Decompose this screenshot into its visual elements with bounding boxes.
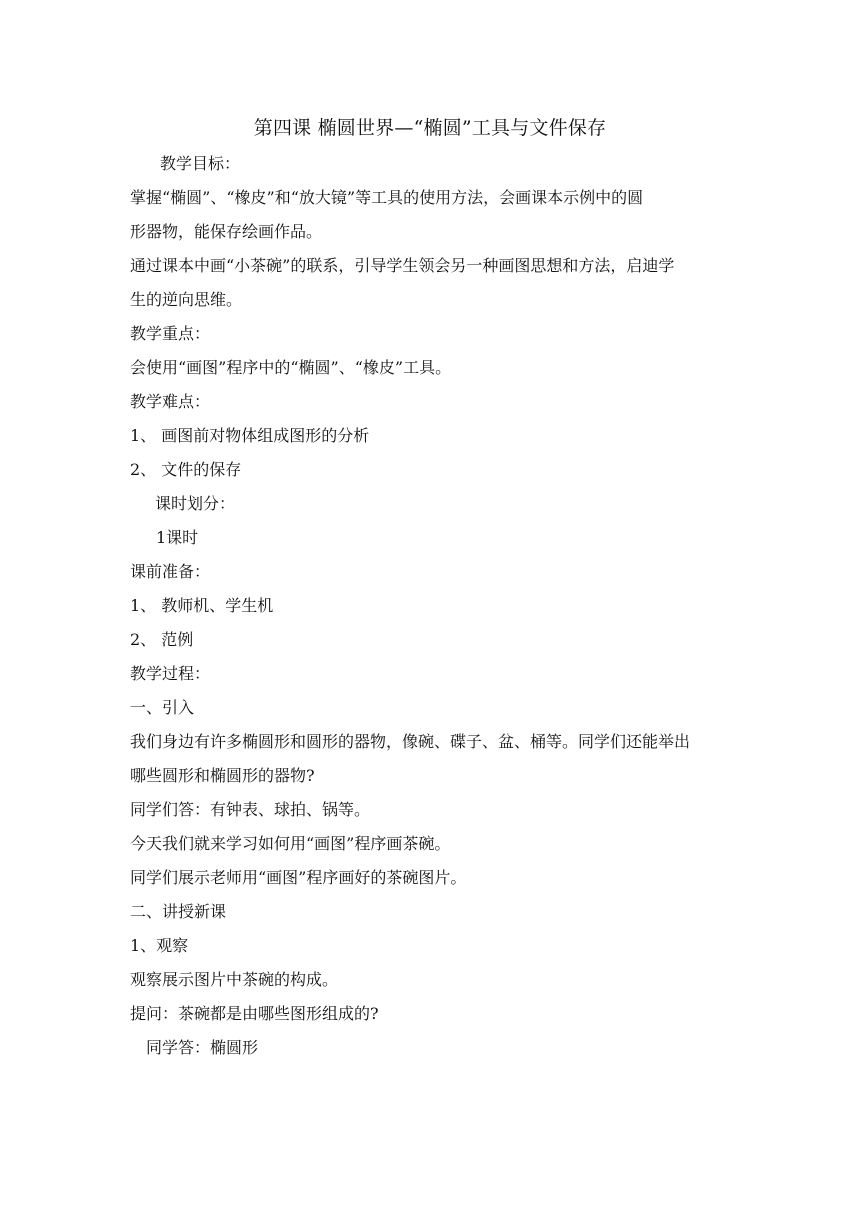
- text-line: 1课时: [156, 528, 199, 547]
- text-line: 二、讲授新课: [130, 902, 227, 921]
- text-line: 课时划分：: [155, 494, 236, 513]
- text-line: 掌握“椭圆”、“橡皮”和“放大镜”等工具的使用方法，会画课本示例中的圆: [130, 188, 644, 207]
- text-line: 观察展示图片中茶碗的构成。: [130, 970, 339, 989]
- text-line: 生的逆向思维。: [130, 290, 243, 309]
- text-line: 教学过程：: [130, 664, 211, 683]
- document-title: 第四课 椭圆世界—“椭圆”工具与文件保存: [253, 117, 607, 139]
- text-line: 会使用“画图”程序中的“椭圆”、“橡皮”工具。: [130, 358, 452, 377]
- text-line: 2、 文件的保存: [130, 460, 242, 479]
- text-line: 一、引入: [130, 698, 195, 717]
- text-line: 教学难点：: [130, 392, 211, 411]
- text-line: 教学目标：: [160, 154, 241, 173]
- text-line: 提问：茶碗都是由哪些图形组成的?: [130, 1004, 379, 1023]
- text-line: 课前准备：: [130, 562, 211, 581]
- text-line: 1、 教师机、学生机: [130, 596, 274, 615]
- text-line: 1、观察: [130, 936, 189, 955]
- text-line: 哪些圆形和椭圆形的器物?: [130, 766, 315, 785]
- text-line: 形器物，能保存绘画作品。: [130, 222, 323, 241]
- text-line: 我们身边有许多椭圆形和圆形的器物，像碗、碟子、盆、桶等。同学们还能举出: [130, 732, 691, 751]
- text-line: 同学答：椭圆形: [146, 1038, 259, 1057]
- text-line: 同学们展示老师用“画图”程序画好的茶碗图片。: [130, 868, 467, 887]
- text-line: 今天我们就来学习如何用“画图”程序画茶碗。: [130, 834, 451, 853]
- text-line: 通过课本中画“小茶碗”的联系，引导学生领会另一种画图思想和方法，启迪学: [130, 256, 675, 275]
- text-line: 教学重点：: [130, 324, 211, 343]
- text-line: 同学们答：有钟表、球拍、锅等。: [130, 800, 371, 819]
- text-line: 1、 画图前对物体组成图形的分析: [130, 426, 370, 445]
- text-line: 2、 范例: [130, 630, 194, 649]
